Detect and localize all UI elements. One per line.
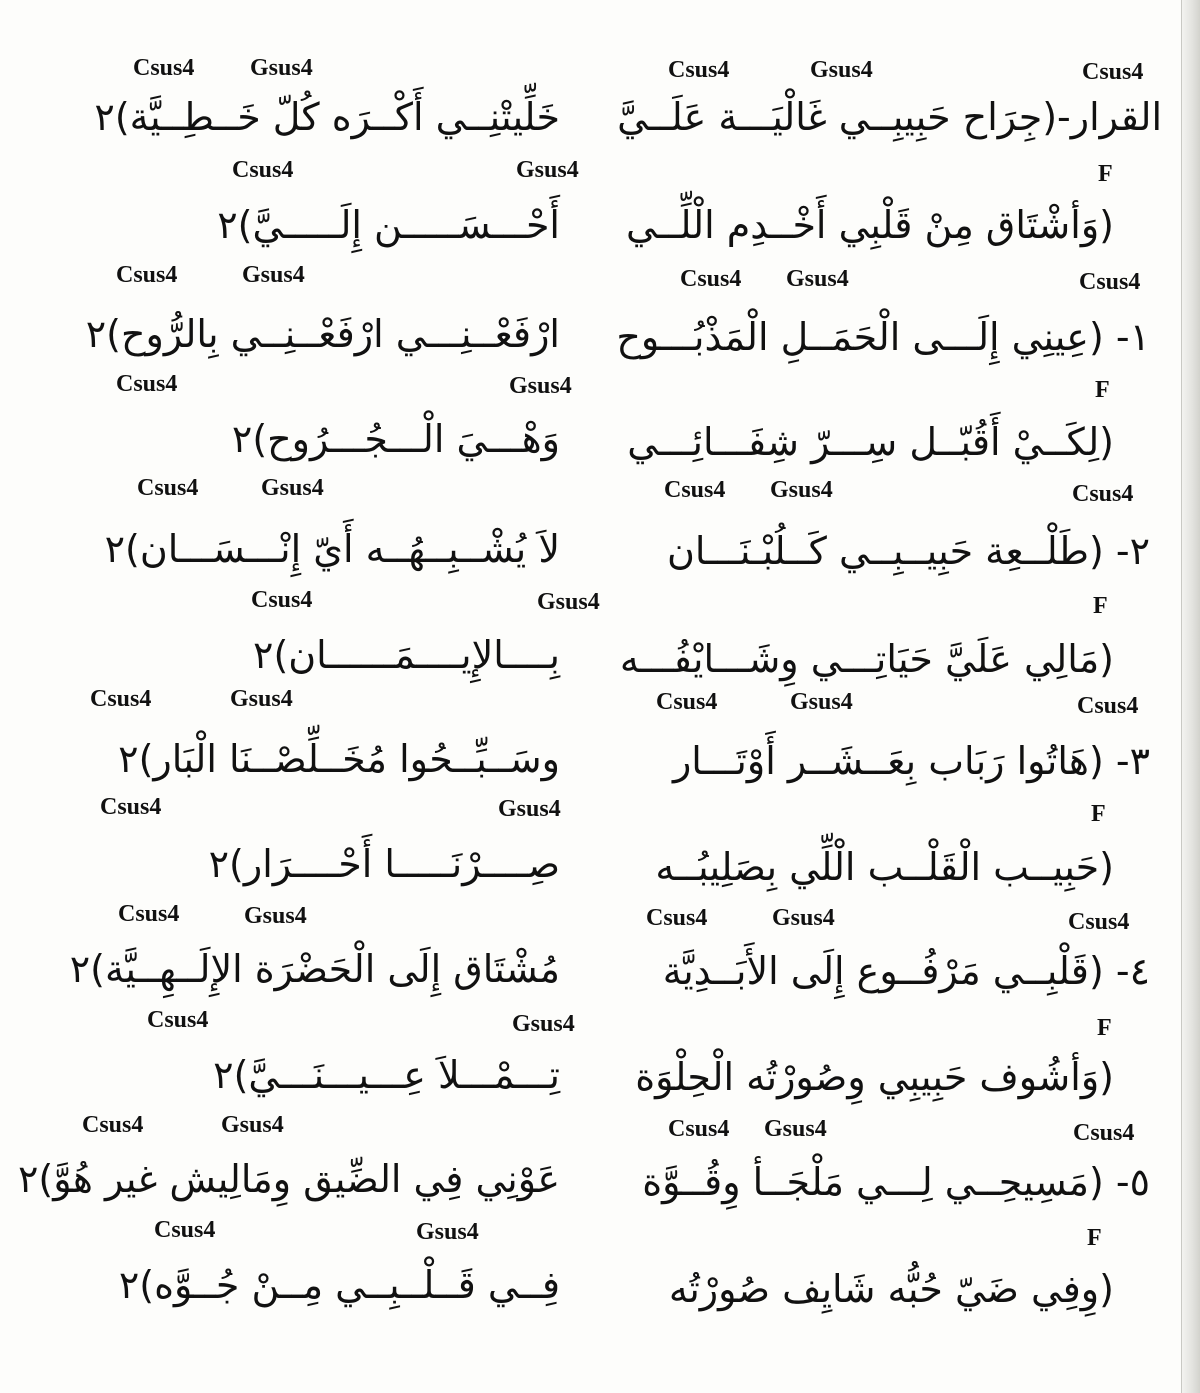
chord-label: Csus4: [133, 55, 195, 81]
lyric-line: لاَ يُشْــبِــهُــه أَيّ إِنْـــسَـــان)٢: [104, 527, 560, 571]
chord-label: Csus4: [154, 1217, 216, 1243]
chord-label: Csus4: [646, 905, 708, 931]
chord-label: Csus4: [1077, 693, 1139, 719]
chord-label: Csus4: [116, 371, 178, 397]
chord-label: F: [1095, 377, 1110, 403]
lyric-line: وسَــبِّــحُوا مُخَــلِّصْــنَا الْبَار)٢: [118, 737, 560, 781]
chord-label: Gsus4: [509, 373, 572, 399]
lyric-line: ٤- (قَلْبِــي مَرْفُــوع إِلَى الأَبَــدِيَّة: [662, 949, 1150, 993]
lyric-line: (لِكَــيْ أَقُبّــل سِـــرّ شِفَـــائِـــي: [627, 420, 1114, 464]
chord-label: Csus4: [232, 157, 294, 183]
chord-label: Csus4: [90, 686, 152, 712]
lyric-line: (مَالِي عَلَيَّ حَيَاتِـــي وِشَـــايْفُـــه: [619, 637, 1114, 681]
chord-label: Gsus4: [244, 903, 307, 929]
chord-label: Gsus4: [772, 905, 835, 931]
lyric-line: ٥- (مَسِيحِــي لِـــي مَلْجَــأ وِقُــوَّة: [642, 1160, 1150, 1204]
chord-label: Csus4: [1068, 909, 1130, 935]
chord-label: Gsus4: [230, 686, 293, 712]
chord-label: Csus4: [116, 262, 178, 288]
chord-label: Csus4: [251, 587, 313, 613]
chord-label: Gsus4: [770, 477, 833, 503]
lyric-line: مُشْتَاق إِلَى الْحَضْرَة الإِلَــهِــيَّة)٢: [69, 947, 560, 991]
chord-label: F: [1087, 1225, 1102, 1251]
chord-label: Gsus4: [242, 262, 305, 288]
lyric-line: ١- (عِينِي إِلَـــى الْحَمَــلِ الْمَذْبُـــوح: [616, 315, 1150, 359]
chord-label: F: [1098, 161, 1113, 187]
chord-label: Csus4: [668, 57, 730, 83]
lyric-line: فِــي قَــلْــبِــي مِــنْ جُــوَّه)٢: [118, 1263, 560, 1307]
chord-label: F: [1093, 593, 1108, 619]
chord-label: Csus4: [656, 689, 718, 715]
lyric-line: وَهْـــيَ الْـــجُـــرُوح)٢: [231, 417, 560, 461]
chord-label: Csus4: [100, 794, 162, 820]
chord-label: Csus4: [147, 1007, 209, 1033]
chord-label: Gsus4: [764, 1116, 827, 1142]
chord-label: Gsus4: [221, 1112, 284, 1138]
chord-label: F: [1097, 1015, 1112, 1041]
lyric-line: تِـــمْـــلاَ عِـــيـــنَـــيَّ)٢: [213, 1053, 560, 1097]
chord-label: Gsus4: [786, 266, 849, 292]
lyric-line: صِــــرْنَـــــا أَحْــــرَار)٢: [208, 842, 560, 886]
chord-label: Csus4: [1079, 269, 1141, 295]
lyric-line: (وَأشُوف حَبِيبِي وِصُورْتُه الْحِلْوَة: [635, 1055, 1114, 1099]
chord-label: Csus4: [668, 1116, 730, 1142]
lyric-line: ٣- (هَاتُوا رَبَاب بِعَــشَــر أَوْتَـــار: [672, 739, 1150, 783]
chord-label: Gsus4: [498, 796, 561, 822]
chord-label: Gsus4: [416, 1219, 479, 1245]
lyric-line: (حَبِيــب الْقَلْــب الْلِّي بِصَلِيبُــه: [655, 845, 1114, 889]
lyric-line: خَلِّيتْنِــي أَكْــرَه كُلّ خَــطِــيَّة)٢: [94, 95, 560, 139]
chord-label: Csus4: [118, 901, 180, 927]
chord-label: Csus4: [137, 475, 199, 501]
chord-label: F: [1091, 801, 1106, 827]
lyric-line: عَوْنِي فِي الضِّيق وِمَالِيش غير هُوَّ)٢: [17, 1157, 560, 1201]
page-edge: [1181, 0, 1200, 1393]
lyric-line: بِــــالإِيــــمَــــــان)٢: [253, 633, 560, 677]
chord-label: Gsus4: [512, 1011, 575, 1037]
chord-label: Gsus4: [537, 589, 600, 615]
lyric-line: ٢- (طَلْــعِة حَبِيــبِــي كَــلُبْـنَـــان: [667, 529, 1150, 573]
lyric-line: القرار-(جِرَاح حَبِيبِــي غَالْيَـــة عَلَــيَّ: [617, 95, 1162, 139]
lyric-line: أَحْـــسَـــــن إِلَـــــيَّ)٢: [217, 203, 560, 247]
lyric-line: (وِفِي ضَيّ حُبُّه شَايِف صُورْتُه: [668, 1267, 1114, 1311]
chord-label: Gsus4: [516, 157, 579, 183]
chord-label: Csus4: [82, 1112, 144, 1138]
chord-label: Csus4: [1072, 481, 1134, 507]
chord-label: Gsus4: [790, 689, 853, 715]
chord-label: Csus4: [680, 266, 742, 292]
chord-label: Gsus4: [250, 55, 313, 81]
chord-label: Gsus4: [810, 57, 873, 83]
chord-label: Gsus4: [261, 475, 324, 501]
chord-label: Csus4: [1082, 59, 1144, 85]
lyric-line: (وَأشْتَاق مِنْ قَلْبِي أَخْــدِم الْلِّــي: [625, 203, 1114, 247]
lyric-line: ارْفَعْــنِـــي ارْفَعْــنِــي بِالرُّوح)٢: [85, 312, 560, 356]
chord-label: Csus4: [664, 477, 726, 503]
chord-label: Csus4: [1073, 1120, 1135, 1146]
